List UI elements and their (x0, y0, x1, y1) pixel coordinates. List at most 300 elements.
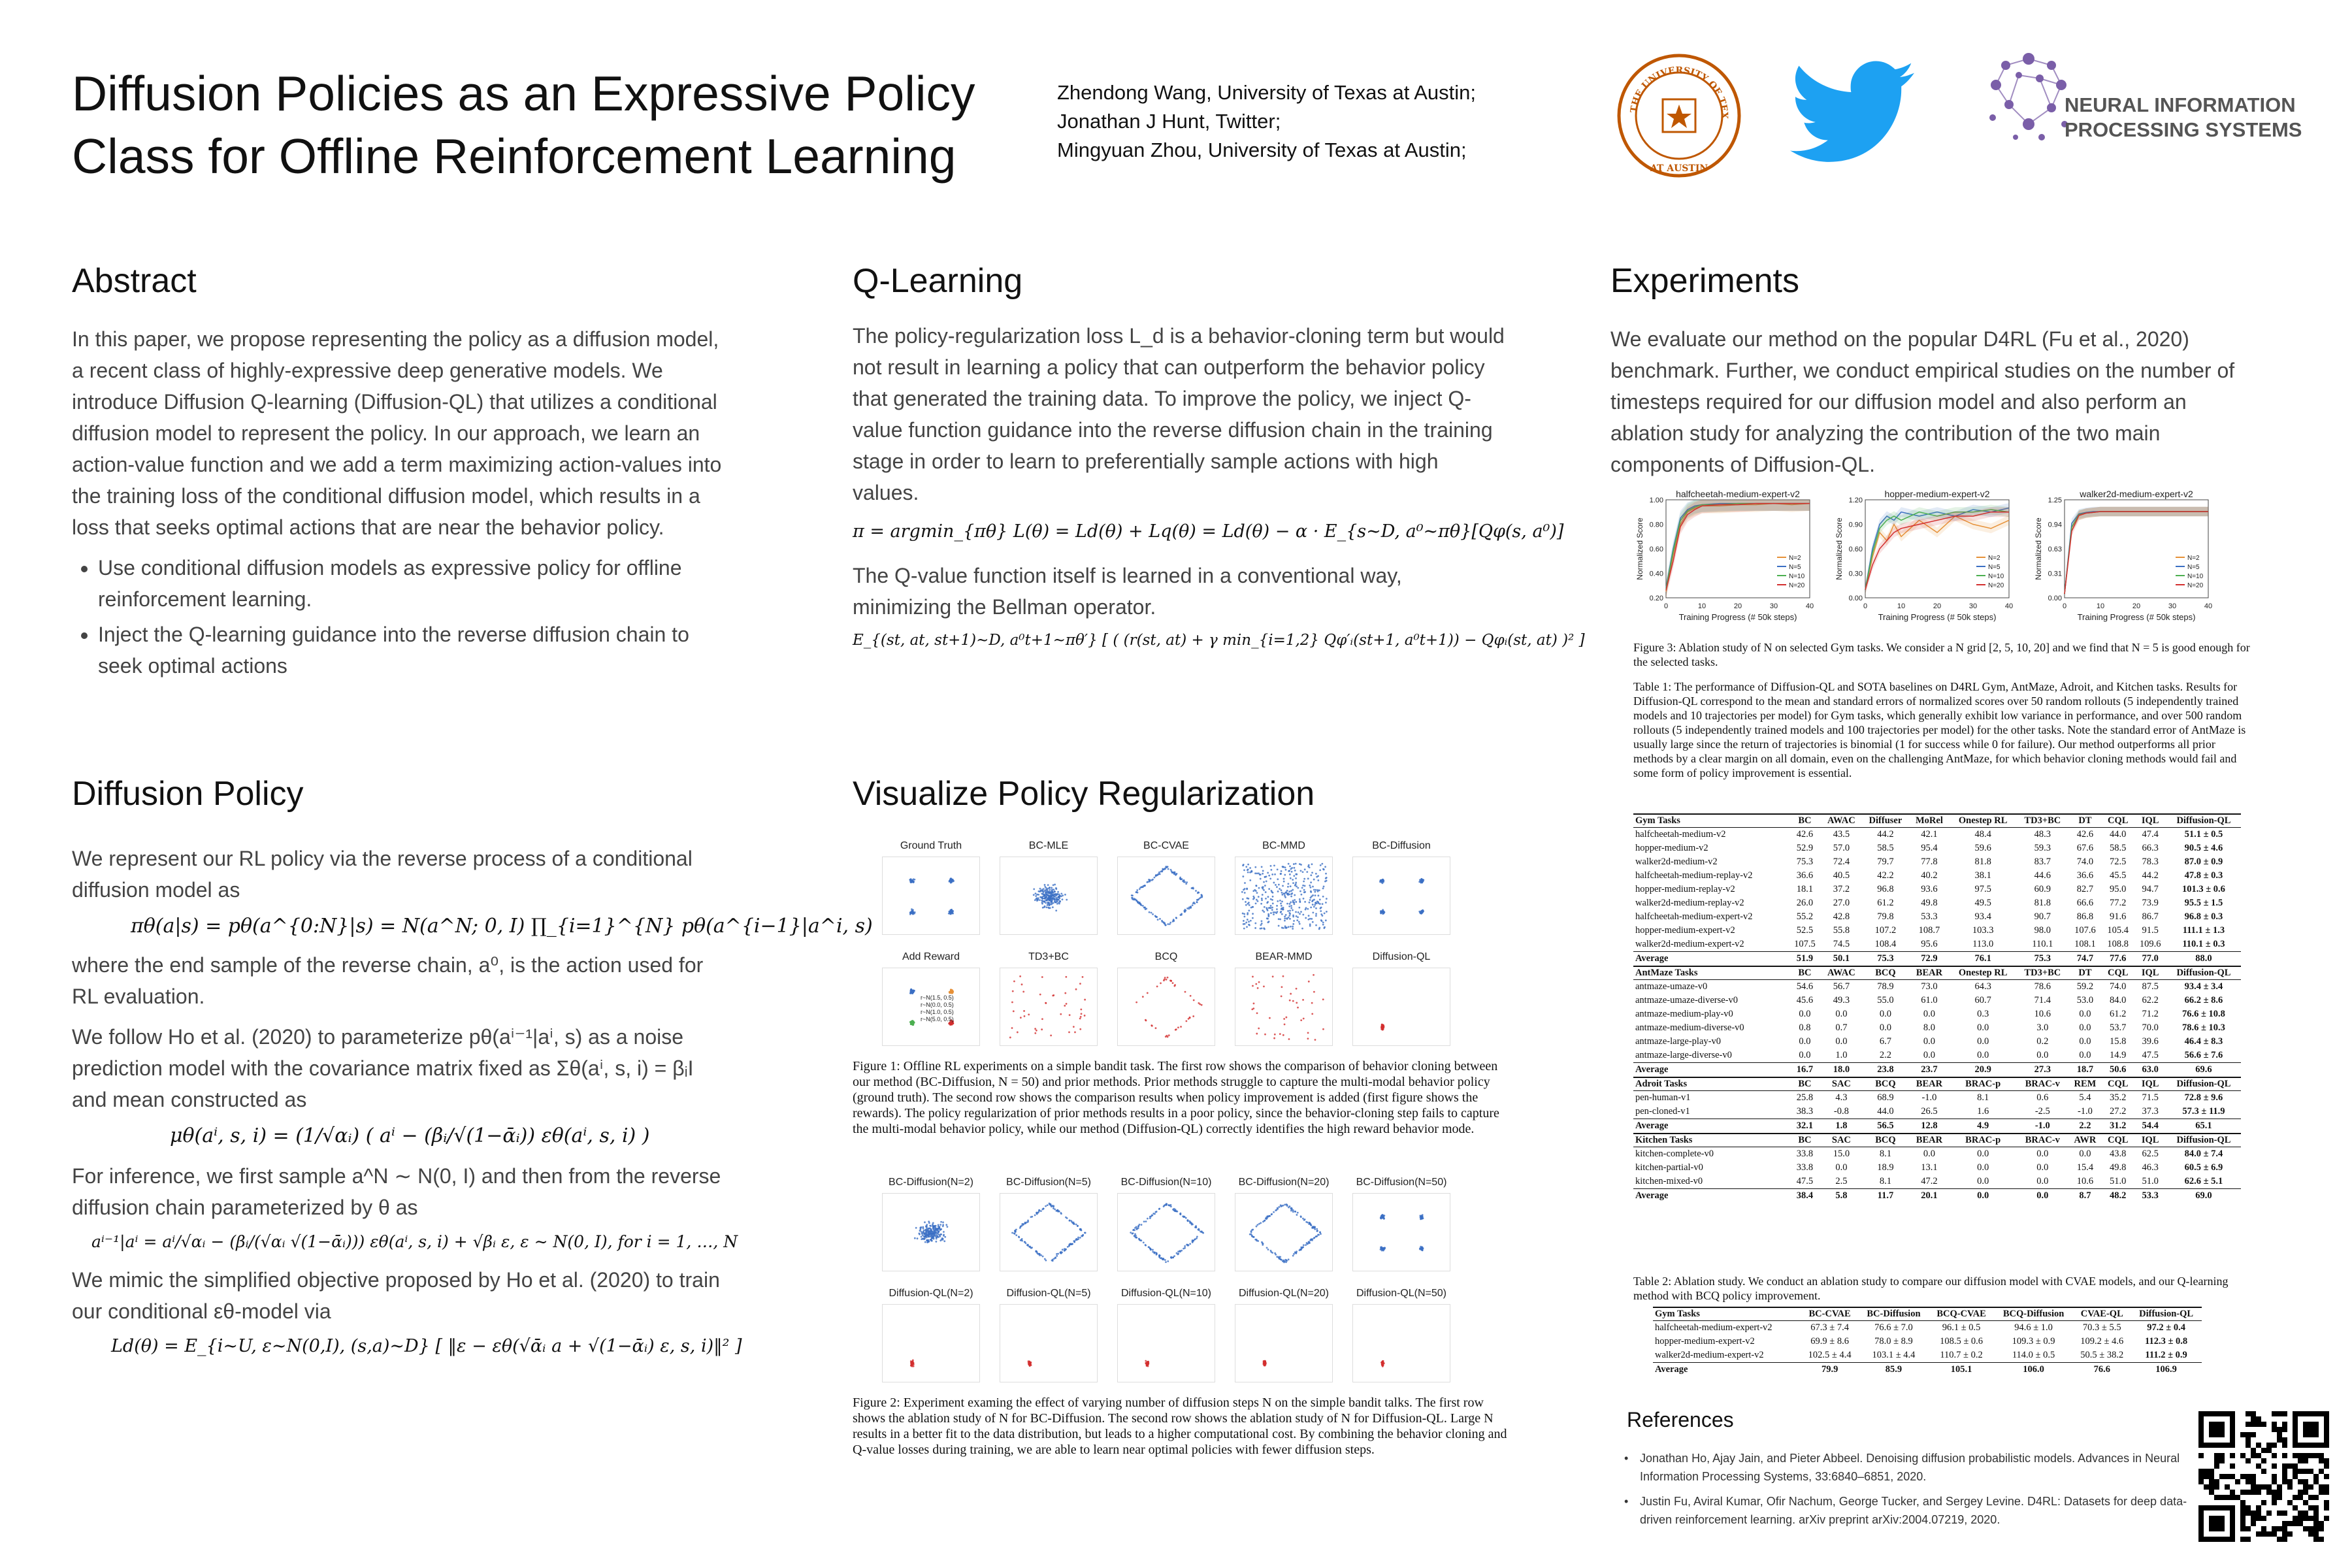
table-cell: 40.2 (1921, 870, 1938, 881)
table-cell: 87.0 ± 0.9 (2184, 857, 2223, 867)
column-header: Diffusion-QL (2166, 966, 2241, 980)
table-cell: 42.8 (1833, 911, 1850, 922)
line-chart-halfcheetah-medium-expert-v2 (1635, 489, 1814, 622)
column-header: BCQ-Diffusion (1994, 1307, 2074, 1321)
table-cell: 0.0 (2079, 1009, 2091, 1019)
ql-equation-1: π = argmin_{πθ} L(θ) = Ld(θ) + Lq(θ) = Ld(θ) − α · E_{s∼D, a⁰∼πθ}[Qφ(s, a⁰)] (853, 521, 1564, 542)
dp-paragraph-4: For inference, we first sample a^N ∼ N(0, I) and then from the reverse diffusion chain parameterized by θ as (72, 1164, 721, 1219)
column-header: Gym Tasks (1653, 1307, 1801, 1321)
table-cell: -0.8 (1833, 1106, 1849, 1117)
dp-equation-1: πθ(a|s) = pθ(a^{0:N}|s) = N(a^N; 0, I) ∏_{i=1}^{N} pθ(a^{i−1}|a^i, s) (131, 915, 873, 938)
scatter-panel (882, 1177, 980, 1271)
table-cell: 66.6 (2076, 898, 2094, 908)
column-header: Onestep RL (1950, 966, 2017, 980)
table-cell: 51.0 (2110, 1176, 2127, 1186)
legend-label: N=10 (1789, 573, 1805, 580)
table-cell: 76.1 (1950, 952, 2017, 967)
table-cell: 1.0 (1835, 1050, 1848, 1060)
series-band (2065, 507, 2208, 598)
table-cell: 98.0 (2034, 925, 2051, 936)
table-cell: walker2d-medium-v2 (1635, 857, 1718, 867)
series-band (2065, 507, 2208, 598)
table-cell: 114.0 ± 0.5 (2012, 1350, 2055, 1360)
dp-equation-4: Ld(θ) = E_{i∼U, ε∼N(0,I), (s,a)∼D} [ ‖ε − εθ(√ᾱᵢ a + √(1−ᾱᵢ) ε, s, i)‖² ] (111, 1336, 742, 1356)
table-1-caption: Table 1: The performance of Diffusion-QL and SOTA baselines on D4RL Gym, AntMaze, Adroit, and Kitchen tasks. Results for Diffusion-QL correspond to the mean and standard errors of normalized scores over 50 random rollouts (5 independently trained models and 10 trajectories per model) for Gym tasks, which generally exhibit low variance in performance, and over 500 random rollouts (5 independently trained models and 100 trajectories per model) for the other tasks. Note the standard error of AntMaze is usually large since the return of trajectories is binomial (1 for success while 0 for failure). Our method outperforms all prior methods by a clear margin on all domain, even on the challenging AntMaze, for which behavior cloning methods would fail and some form of policy improvement is essential. (1633, 680, 2246, 779)
legend-entry: r~N(1.0, 0.5) (921, 1009, 954, 1015)
panel-title: BC-Diffusion(N=10) (1120, 1177, 1212, 1188)
table-cell: 93.6 (1921, 884, 1938, 894)
table-cell: 95.4 (1921, 843, 1938, 853)
dp-paragraph-3: We follow Ho et al. (2020) to parameterize pθ(aⁱ⁻¹|aⁱ, s) as a noise prediction model with the covariance matrix fixed as Σθ(aⁱ, s, i) = βᵢI and mean constructed as (72, 1025, 694, 1111)
table-cell: 94.7 (2142, 884, 2159, 894)
y-tick-label: 0.31 (2048, 570, 2062, 578)
abstract-bullet: • Inject the Q-learning guidance into the reverse diffusion chain to seek optimal actions (98, 619, 725, 681)
neurips-line-1: NEURAL INFORMATION (2065, 93, 2296, 116)
table-cell: 57.0 (1833, 843, 1850, 853)
table-cell: 42.6 (2076, 829, 2094, 840)
table-cell: 81.8 (2034, 898, 2051, 908)
table-cell: kitchen-complete-v0 (1635, 1149, 1714, 1159)
x-tick-label: 40 (1805, 602, 1814, 610)
table-cell: 59.6 (1974, 843, 1991, 853)
reward-legend (921, 994, 954, 1023)
table-row (1633, 1049, 2241, 1063)
table-cell: 53.3 (2134, 1189, 2166, 1203)
table-cell: 59.2 (2076, 981, 2094, 992)
line-chart-walker2d-medium-expert-v2 (2034, 489, 2212, 622)
neurips-line-2: PROCESSING SYSTEMS (2065, 118, 2302, 141)
table-cell: 0.0 (1923, 1149, 1935, 1159)
legend-label: N=20 (1789, 582, 1805, 589)
y-tick-label: 0.63 (2048, 546, 2062, 553)
y-tick-label: 0.40 (1649, 570, 1663, 578)
x-tick-label: 20 (2132, 602, 2141, 610)
table-cell: 61.2 (1877, 898, 1894, 908)
table-cell: -1.0 (2017, 1119, 2068, 1134)
scatter-panel (1235, 840, 1333, 935)
table-cell: 90.7 (2034, 911, 2051, 922)
table-cell: 23.8 (1862, 1063, 1910, 1078)
table-cell: hopper-medium-replay-v2 (1635, 884, 1735, 894)
panel-title: BCQ (1154, 951, 1178, 962)
table-cell: 46.4 ± 8.3 (2184, 1036, 2223, 1047)
table-cell: 71.2 (2142, 1009, 2159, 1019)
scatter-panel (882, 1288, 980, 1382)
table-cell: 25.8 (1796, 1092, 1814, 1103)
table-cell: 76.6 ± 7.0 (1874, 1322, 1913, 1333)
table-cell: 108.1 (2074, 939, 2096, 949)
table-cell: 64.3 (1974, 981, 1991, 992)
twitter-bird-icon (1790, 59, 1914, 170)
table-2-caption: Table 2: Ablation study. We conduct an ablation study to compare our diffusion model with CVAE models, and our Q-learning method with BCQ policy improvement. (1633, 1275, 2229, 1302)
panel-title: Diffusion-QL(N=20) (1239, 1288, 1329, 1299)
y-tick-label: 1.25 (2048, 497, 2062, 504)
table-cell: 5.4 (2079, 1092, 2091, 1103)
table-cell: 48.3 (2034, 829, 2051, 840)
column-header: BC-CVAE (1801, 1307, 1859, 1321)
table-cell: 0.0 (2079, 1022, 2091, 1033)
table-cell: 81.8 (1974, 857, 1991, 867)
table-cell: 78.3 (2142, 857, 2159, 867)
svg-text:AT AUSTIN: AT AUSTIN (1650, 163, 1708, 174)
table-cell: 109.6 (2139, 939, 2161, 949)
table-cell: 110.1 ± 0.3 (2182, 939, 2225, 949)
scatter-panel (882, 840, 980, 935)
table-cell: 105.1 (1929, 1363, 1994, 1377)
table-cell: 56.5 (1862, 1119, 1910, 1134)
table-cell: halfcheetah-medium-expert-v2 (1635, 911, 1753, 922)
series-band (2065, 507, 2208, 598)
table-cell: 88.0 (2166, 952, 2241, 967)
y-tick-label: 0.94 (2048, 521, 2062, 529)
table-row (1633, 869, 2241, 883)
x-tick-label: 10 (2096, 602, 2105, 610)
table-cell: 43.5 (1833, 829, 1850, 840)
table-cell: 54.6 (1796, 981, 1814, 992)
table-cell: 47.5 (2142, 1050, 2159, 1060)
table-cell: 54.4 (2134, 1119, 2166, 1134)
references-heading: References (1627, 1408, 1734, 1431)
table-cell: 46.3 (2142, 1162, 2159, 1173)
panel-title: Ground Truth (900, 840, 962, 851)
column-header: BEAR (1909, 1077, 1949, 1091)
table-cell: 53.0 (2076, 995, 2094, 1005)
column-header: IQL (2134, 1134, 2166, 1147)
table-row (1653, 1335, 2202, 1348)
table-cell: 62.2 (2142, 995, 2159, 1005)
panel-title: BC-CVAE (1143, 840, 1189, 851)
table-cell: -2.5 (2034, 1106, 2050, 1117)
table-cell: 50.6 (2102, 1063, 2134, 1078)
table-cell: antmaze-umaze-v0 (1635, 981, 1708, 992)
abstract-bullet: • Use conditional diffusion models as expressive policy for offline reinforcement learning. (98, 552, 725, 615)
series-band (2065, 507, 2208, 598)
figure-2 (882, 1176, 1470, 1398)
legend-label: N=10 (2187, 573, 2204, 580)
table-cell: 69.9 ± 8.6 (1810, 1336, 1849, 1347)
column-header: Kitchen Tasks (1633, 1134, 1789, 1147)
table-cell: 15.0 (1833, 1149, 1850, 1159)
column-header: Diffusion-QL (2131, 1307, 2202, 1321)
table-cell: 0.6 (2036, 1092, 2049, 1103)
table-row (1633, 910, 2241, 924)
table-cell: 58.5 (1877, 843, 1894, 853)
table-cell: 108.8 (2107, 939, 2129, 949)
table-cell: 14.9 (2110, 1050, 2127, 1060)
table-cell: 49.5 (1974, 898, 1991, 908)
column-header: TD3+BC (2017, 814, 2068, 828)
column-header: BC (1789, 966, 1821, 980)
series-line-N=5 (2065, 512, 2208, 594)
table-cell: 18.7 (2068, 1063, 2102, 1078)
x-tick-label: 10 (1697, 602, 1707, 610)
panel-title: BC-Diffusion (1372, 840, 1431, 851)
table-cell: 97.2 ± 0.4 (2147, 1322, 2185, 1333)
table-cell: 96.8 (1877, 884, 1894, 894)
table-cell: 42.6 (1796, 829, 1814, 840)
column-header: Diffusion-QL (2166, 1134, 2241, 1147)
column-header: IQL (2134, 814, 2166, 828)
table-row (1633, 1007, 2241, 1021)
panel-title: BC-Diffusion(N=20) (1238, 1177, 1330, 1188)
table-cell: halfcheetah-medium-v2 (1635, 829, 1726, 840)
table-cell: 37.2 (1833, 884, 1850, 894)
table-cell: 38.3 (1796, 1106, 1814, 1117)
panel-title: Add Reward (902, 951, 960, 962)
table-cell: walker2d-medium-expert-v2 (1655, 1350, 1764, 1360)
x-tick-label: 0 (2062, 602, 2067, 610)
table-cell: 0.0 (2036, 1149, 2049, 1159)
column-header: AWAC (1821, 814, 1861, 828)
legend-label: N=5 (2187, 564, 2200, 571)
table-cell: 84.0 ± 7.4 (2184, 1149, 2223, 1159)
table-row (1633, 1161, 2241, 1175)
ql-paragraph-1: The policy-regularization loss L_d is a behavior-cloning term but would not result in learning a policy that can outperform the behavior policy that generated the training data. To improve the policy, we inject Q-value function guidance into the reverse diffusion chain in the training stage in order to learn to preferentially sample actions with high values. (853, 324, 1505, 504)
table-cell: 13.1 (1921, 1162, 1938, 1173)
table-row (1633, 980, 2241, 994)
table-cell: 16.7 (1789, 1063, 1821, 1078)
table-cell: 106.9 (2131, 1363, 2202, 1377)
table-cell: 20.1 (1909, 1189, 1949, 1203)
average-row (1633, 1189, 2241, 1203)
table-cell: 36.6 (2076, 870, 2094, 881)
qlearning-body (853, 320, 1585, 649)
legend-label: N=5 (1789, 564, 1801, 571)
column-header: Diffuser (1862, 814, 1910, 828)
table-cell: 66.3 (2142, 843, 2159, 853)
scatter-panel (1117, 1288, 1215, 1382)
table-cell: 27.0 (1833, 898, 1850, 908)
neurips-network-icon (1980, 46, 2078, 150)
table-cell: 0.3 (1977, 1009, 1989, 1019)
x-axis-label: Training Progress (# 50k steps) (2077, 612, 2196, 622)
table-cell: antmaze-large-diverse-v0 (1635, 1050, 1732, 1060)
y-tick-label: 0.00 (1848, 595, 1863, 602)
table-cell: 67.3 ± 7.4 (1810, 1322, 1849, 1333)
table-cell: hopper-medium-expert-v2 (1635, 925, 1735, 936)
average-row (1633, 1063, 2241, 1078)
poster-title: Diffusion Policies as an Expressive Policy Class for Offline Reinforcement Learning (72, 66, 975, 184)
table-cell: 71.5 (2142, 1092, 2159, 1103)
column-header: BC (1789, 1077, 1821, 1091)
table-cell: 78.9 (1877, 981, 1894, 992)
table-cell: 44.6 (2034, 870, 2051, 881)
table-cell: 77.2 (2110, 898, 2127, 908)
dp-paragraph-1: We represent our RL policy via the reverse process of a conditional diffusion model as (72, 847, 693, 902)
table-cell: 112.3 ± 0.8 (2145, 1336, 2188, 1347)
figure-3-caption: Figure 3: Ablation study of N on selected Gym tasks. We consider a N grid [2, 5, 10, 20] and we find that N = 5 is good enough for the selected tasks. (1633, 641, 2250, 668)
table-cell: 61.2 (2110, 1009, 2127, 1019)
qr-code-icon[interactable] (2198, 1411, 2329, 1542)
table-cell: hopper-medium-expert-v2 (1655, 1336, 1755, 1347)
table-row (1653, 1348, 2202, 1363)
table-cell: 0.7 (1835, 1022, 1848, 1033)
abstract-text: In this paper, we propose representing the policy as a diffusion model, a recent class of highly-expressive deep generative models. We introduce Diffusion Q-learning (Diffusion-QL) that utilizes a conditional diffusion model to represent the policy. In our approach, we learn an action-value function and we add a term maximizing action-values into the training loss of the conditional diffusion model, which results in a loss that seeks optimal actions that are near the behavior policy. (72, 327, 722, 539)
table-cell: 103.1 ± 4.4 (1872, 1350, 1916, 1360)
table-cell: 72.5 (2110, 857, 2127, 867)
table-cell: 35.2 (2110, 1092, 2127, 1103)
table-cell: 2.2 (2068, 1119, 2102, 1134)
column-header: BRAC-p (1950, 1134, 2017, 1147)
scatter-panel (1117, 951, 1215, 1046)
y-tick-label: 1.00 (1649, 497, 1663, 504)
table-cell: 0.0 (1977, 1149, 1989, 1159)
table-cell: 60.5 ± 6.9 (2184, 1162, 2223, 1173)
column-header: BRAC-v (2017, 1134, 2068, 1147)
y-axis-label: Normalized Score (1635, 517, 1644, 580)
experiments-heading: Experiments (1610, 262, 1799, 300)
column-header: CQL (2102, 1134, 2134, 1147)
table-row (1633, 1091, 2241, 1105)
table-cell: 109.2 ± 4.6 (2080, 1336, 2124, 1347)
table-cell: 18.1 (1796, 884, 1814, 894)
column-header: BC (1789, 814, 1821, 828)
column-header: BCQ (1862, 966, 1910, 980)
table-cell: antmaze-medium-diverse-v0 (1635, 1022, 1744, 1033)
table-cell: 27.2 (2110, 1106, 2127, 1117)
table-cell: 69.0 (2166, 1189, 2241, 1203)
table-cell: 78.0 ± 8.9 (1874, 1336, 1913, 1347)
table-cell: 63.0 (2134, 1063, 2166, 1078)
table-cell: 86.8 (2076, 911, 2094, 922)
table-cell: 72.8 ± 9.6 (2184, 1092, 2223, 1103)
table-cell: 0.0 (2036, 1050, 2049, 1060)
table-cell: 47.8 ± 0.3 (2184, 870, 2223, 881)
abstract-body (72, 323, 725, 685)
table-cell: 31.2 (2102, 1119, 2134, 1134)
table-cell: 44.2 (2142, 870, 2159, 881)
scatter-panel (1000, 951, 1098, 1046)
table-row (1653, 1321, 2202, 1335)
table-cell: 50.1 (1821, 952, 1861, 967)
table-cell: 110.1 (2032, 939, 2053, 949)
panel-title: BEAR-MMD (1255, 951, 1313, 962)
table-cell: 91.5 (2142, 925, 2159, 936)
column-header: SAC (1821, 1077, 1861, 1091)
column-header: MoRel (1909, 814, 1949, 828)
y-tick-label: 0.60 (1649, 546, 1663, 553)
y-tick-label: 0.00 (2048, 595, 2062, 602)
table-cell: 0.0 (1835, 1036, 1848, 1047)
table-cell: 1.6 (1977, 1106, 1989, 1117)
ql-paragraph-2: The Q-value function itself is learned in a conventional way, minimizing the Bellman operator. (853, 564, 1402, 619)
table-cell: 50.5 ± 38.2 (2080, 1350, 2124, 1360)
table-cell: 26.0 (1796, 898, 1814, 908)
legend-entry: r~N(5.0, 0.5) (921, 1016, 954, 1022)
table-cell: 8.1 (1879, 1176, 1891, 1186)
table-row (1633, 1105, 2241, 1119)
table-cell: 62.5 (2142, 1149, 2159, 1159)
table-cell: 38.1 (1974, 870, 1991, 881)
table-cell: 65.1 (2166, 1119, 2241, 1134)
results-table (1633, 813, 2241, 1203)
y-tick-label: 0.80 (1649, 521, 1663, 529)
table-cell: 0.0 (1879, 1022, 1891, 1033)
table-cell: hopper-medium-v2 (1635, 843, 1708, 853)
table-cell: 32.1 (1789, 1119, 1821, 1134)
table-cell: 95.0 (2110, 884, 2127, 894)
table-cell: 106.0 (1994, 1363, 2074, 1377)
table-cell: 86.7 (2142, 911, 2159, 922)
column-header: BCQ-CVAE (1929, 1307, 1994, 1321)
results-table (1653, 1307, 2202, 1377)
table-cell: 62.6 ± 5.1 (2184, 1176, 2223, 1186)
table-cell: 0.0 (1879, 1009, 1891, 1019)
table-cell: 8.1 (1879, 1149, 1891, 1159)
average-row (1633, 952, 2241, 967)
table-row (1633, 828, 2241, 842)
chart-title: halfcheetah-medium-expert-v2 (1676, 489, 1800, 499)
table-cell: 44.0 (2110, 829, 2127, 840)
table-cell: antmaze-medium-play-v0 (1635, 1009, 1733, 1019)
table-cell: 47.4 (2142, 829, 2159, 840)
column-header: BC (1789, 1134, 1821, 1147)
average-row (1653, 1363, 2202, 1377)
y-tick-label: 0.90 (1848, 521, 1863, 529)
table-cell: 111.2 ± 0.9 (2145, 1350, 2187, 1360)
scatter-panel (1235, 1177, 1333, 1271)
column-header: Diffusion-QL (2166, 1077, 2241, 1091)
table-row (1633, 994, 2241, 1007)
column-header: BCQ (1862, 1134, 1910, 1147)
table-cell: 23.7 (1909, 1063, 1949, 1078)
table-cell: 76.6 (2073, 1363, 2131, 1377)
x-tick-label: 20 (1933, 602, 1942, 610)
column-header: REM (2068, 1077, 2102, 1091)
table-cell: 105.4 (2107, 925, 2129, 936)
table-cell: 0.0 (1977, 1176, 1989, 1186)
scatter-panel (1235, 951, 1333, 1046)
table-cell: 51.0 (2142, 1176, 2159, 1186)
panel-title: BC-Diffusion(N=2) (889, 1177, 973, 1188)
series-line-N=2 (1865, 516, 2009, 590)
table-cell: 66.2 ± 8.6 (2184, 995, 2223, 1005)
x-tick-label: 0 (1663, 602, 1669, 610)
reference-item: • Justin Fu, Aviral Kumar, Ofir Nachum, George Tucker, and Sergey Levine. D4RL: Datasets for deep data-driven reinforcement learning. arXiv preprint arXiv:2004.07219, 2020. (1624, 1495, 2187, 1526)
table-cell: 11.7 (1862, 1189, 1910, 1203)
panel-title: BC-Diffusion(N=5) (1006, 1177, 1091, 1188)
table-cell: 18.0 (1821, 1063, 1861, 1078)
table-cell: 102.5 ± 4.4 (1808, 1350, 1852, 1360)
table-cell: 0.0 (1835, 1162, 1848, 1173)
table-cell: 60.9 (2034, 884, 2051, 894)
x-axis-label: Training Progress (# 50k steps) (1678, 612, 1797, 622)
table-cell: -1.0 (1921, 1092, 1937, 1103)
legend-label: N=20 (2187, 582, 2204, 589)
table-cell: 10.6 (2076, 1176, 2094, 1186)
y-tick-label: 0.20 (1649, 595, 1663, 602)
table-cell: 55.2 (1796, 911, 1814, 922)
table-row (1633, 1021, 2241, 1035)
table-cell: 10.6 (2034, 1009, 2051, 1019)
table-cell: 58.5 (2110, 843, 2127, 853)
scatter-panel (1117, 840, 1215, 935)
table-cell: 0.0 (2079, 1036, 2091, 1047)
table-row (1633, 938, 2241, 952)
table-cell: 82.7 (2076, 884, 2094, 894)
table-cell: 49.8 (1921, 898, 1938, 908)
table-cell: 48.4 (1974, 829, 1991, 840)
column-header: CQL (2102, 814, 2134, 828)
table-cell: 108.4 (1874, 939, 1897, 949)
column-header: AntMaze Tasks (1633, 966, 1789, 980)
table-cell: kitchen-mixed-v0 (1635, 1176, 1703, 1186)
table-cell: Average (1633, 1119, 1789, 1134)
table-cell: 12.8 (1909, 1119, 1949, 1134)
table-cell: 27.3 (2017, 1063, 2068, 1078)
experiments-text: We evaluate our method on the popular D4RL (Fu et al., 2020) benchmark. Further, we conduct empirical studies on the number of timesteps required for our diffusion model and also perform an ablation study for analyzing the contribution of the two main components of Diffusion-QL. (1610, 327, 2235, 476)
table-cell: 44.0 (1877, 1106, 1894, 1117)
